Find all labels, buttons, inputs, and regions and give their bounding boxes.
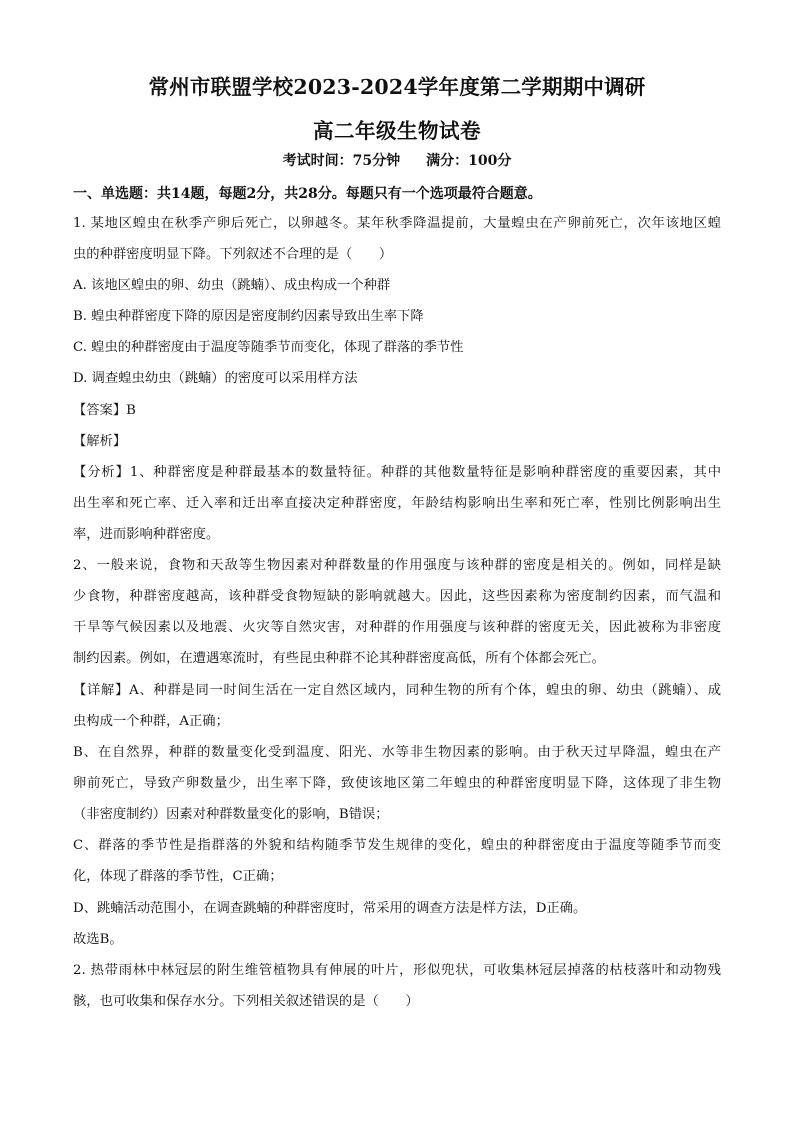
q1-stem-line: 1. 某地区蝗虫在秋季产卵后死亡，以卵越冬。某年秋季降温提前，大量蝗虫在产卵前死亡，次年该地区蝗 — [73, 216, 721, 231]
q1-detail-line: 化，体现了群落的季节性，C正确； — [73, 869, 283, 884]
exam-time: 考试时间：75分钟 — [282, 153, 401, 169]
exam-subtitle: 高二年级生物试卷 — [313, 119, 481, 143]
q1-detail-line: B、在自然界，种群的数量变化受到温度、阳光、水等非生物因素的影响。由于秋天过早降温，蝗虫在产 — [73, 745, 721, 760]
q1-conclusion: 故选B。 — [73, 932, 123, 947]
full-score: 满分：100分 — [426, 153, 512, 169]
q1-analysis-heading: 【解析】 — [73, 434, 127, 449]
q2-stem-line: 骸，也可收集和保存水分。下列相关叙述错误的是（ ） — [73, 994, 419, 1009]
q1-analysis-line: 干旱等气候因素以及地震、火灾等自然灾害，对种群的作用强度与该种群的密度无关，因此被称为非密度 — [73, 620, 721, 635]
q1-option-c: C. 蝗虫的种群密度由于温度等随季节而变化，体现了群落的季节性 — [73, 340, 464, 355]
section-heading: 一、单选题：共14题，每题2分，共28分。每题只有一个选项最符合题意。 — [73, 186, 542, 202]
q1-analysis-line: 率，进而影响种群密度。 — [73, 527, 220, 542]
q2-stem-line: 2. 热带雨林中林冠层的附生维管植物具有伸展的叶片，形似兜状，可收集林冠层掉落的枯枝落叶和动物残 — [73, 963, 721, 978]
q1-option-d: D. 调查蝗虫幼虫（跳蝻）的密度可以采用样方法 — [73, 371, 358, 386]
q1-analysis-line: 2、一般来说，食物和天敌等生物因素对种群数量的作用强度与该种群的密度是相关的。例如，同样是缺 — [73, 558, 721, 573]
q1-analysis-line: 少食物，种群密度越高，该种群受食物短缺的影响就越大。因此，这些因素称为密度制约因素，而气温和 — [73, 589, 721, 604]
q1-detail-line: （非密度制约）因素对种群数量变化的影响，B错误； — [73, 807, 389, 822]
q1-analysis-line: 【分析】1、种群密度是种群最基本的数量特征。种群的其他数量特征是影响种群密度的重要因素，其中 — [73, 465, 721, 480]
q1-detail-line: C、群落的季节性是指群落的外貌和结构随季节发生规律的变化，蝗虫的种群密度由于温度等随季节而变 — [73, 838, 721, 853]
q1-detail-line: 【详解】A、种群是同一时间生活在一定自然区域内，同种生物的所有个体，蝗虫的卵、幼虫（跳蝻）、成 — [73, 683, 721, 698]
q1-analysis-line: 出生率和死亡率、迁入率和迁出率直接决定种群密度，年龄结构影响出生率和死亡率，性别比例影响出生 — [73, 496, 721, 511]
q1-detail-line: 卵前死亡，导致产卵数量少，出生率下降，致使该地区第二年蝗虫的种群密度明显下降，这体现了非生物 — [73, 776, 721, 791]
q1-answer: 【答案】B — [73, 403, 136, 418]
exam-meta — [0, 150, 794, 170]
q1-detail-line: D、跳蝻活动范围小，在调查跳蝻的种群密度时，常采用的调查方法是样方法，D正确。 — [73, 901, 587, 916]
q1-option-b: B. 蝗虫种群密度下降的原因是密度制约因素导致出生率下降 — [73, 309, 424, 324]
q1-option-a: A. 该地区蝗虫的卵、幼虫（跳蝻）、成虫构成一个种群 — [73, 278, 391, 293]
q1-detail-line: 虫构成一个种群，A正确； — [73, 714, 229, 729]
q1-analysis-line: 制约因素。例如，在遭遇寒流时，有些昆虫种群不论其种群密度高低，所有个体都会死亡。 — [73, 651, 605, 666]
exam-title: 常州市联盟学校2023-2024学年度第二学期期中调研 — [148, 75, 646, 99]
q1-stem-line: 虫的种群密度明显下降。下列叙述不合理的是（ ） — [73, 247, 393, 262]
